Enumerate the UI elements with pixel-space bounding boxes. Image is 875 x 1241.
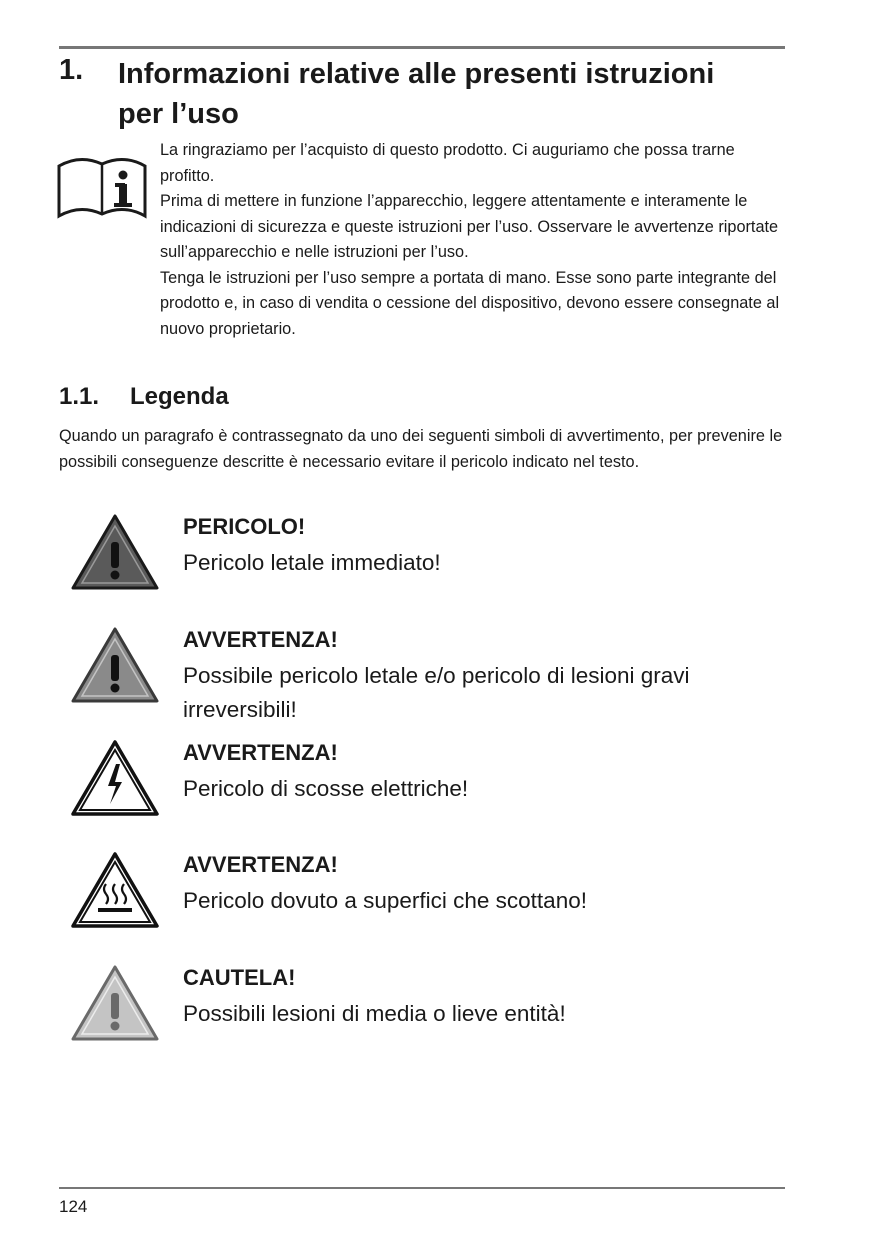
- warning-text: Pericolo letale immediato!: [183, 550, 441, 575]
- danger-exclamation-icon: [70, 512, 160, 592]
- warning-text: Possibile pericolo letale e/o pericolo di lesioni gravi irreversibili!: [183, 663, 690, 722]
- warning-title: AVVERTENZA!: [183, 740, 338, 765]
- warning-title: PERICOLO!: [183, 514, 306, 539]
- warning-title: AVVERTENZA!: [183, 852, 338, 877]
- intro-paragraph: Prima di mettere in funzione l’apparecchio, leggere attentamente e interamente le indicazioni di sicurezza e queste istruzioni per l’uso. Osservare le avvertenze riportate sull’apparecchio e nelle istruzioni per l’uso.: [160, 192, 779, 261]
- warning-exclamation-icon: [70, 625, 160, 705]
- page-number: 124: [59, 1197, 88, 1216]
- hot-surface-icon: [70, 850, 160, 930]
- caution-exclamation-icon: [70, 963, 160, 1043]
- warning-text: Pericolo di scosse elettriche!: [183, 776, 469, 801]
- warning-title: AVVERTENZA!: [183, 627, 338, 652]
- warning-text: Pericolo dovuto a superfici che scottano!: [183, 888, 587, 913]
- electric-shock-icon: [70, 738, 160, 818]
- manual-info-icon: [56, 152, 148, 220]
- intro-paragraph: La ringraziamo per l’acquisto di questo prodotto. Ci auguriamo che possa trarne profitto.: [160, 141, 735, 185]
- warning-text: Possibili lesioni di media o lieve entità!: [183, 1001, 566, 1026]
- bottom-rule: [59, 1187, 785, 1189]
- legend-intro: Quando un paragrafo è contrassegnato da uno dei seguenti simboli di avvertimento, per prevenire le possibili conseguenze descritte è necessario evitare il pericolo indicato nel testo.: [59, 427, 783, 471]
- warning-title: CAUTELA!: [183, 965, 296, 990]
- subsection-title: Legenda: [130, 383, 229, 410]
- top-rule: [59, 46, 785, 49]
- intro-text: [160, 138, 785, 342]
- section-title: Informazioni relative alle presenti istruzioni per l’uso: [118, 58, 715, 130]
- section-number: 1.: [59, 54, 84, 86]
- intro-paragraph: Tenga le istruzioni per l’uso sempre a portata di mano. Esse sono parte integrante del prodotto e, in caso di vendita o cessione del dispositivo, devono essere consegnate al nuovo proprietario.: [160, 268, 780, 338]
- subsection-number: 1.1.: [59, 383, 100, 410]
